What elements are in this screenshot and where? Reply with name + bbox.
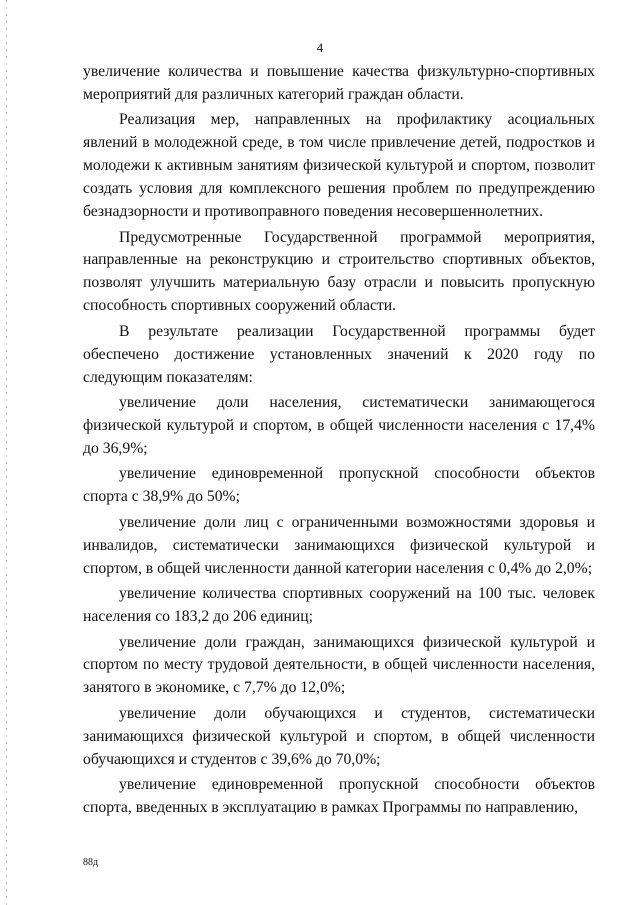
indicator-item: увеличение доли обучающихся и студентов, систематически занимающихся физической культурой и спортом, в общей численности обучающихся и студентов с 39,6% до 70,0%;: [83, 704, 595, 768]
indicator-item: увеличение доли населения, систематически занимающегося физической культурой и спортом, в общей численности населения с 17,4% до 36,9%;: [83, 394, 595, 457]
page-number: 4: [316, 40, 324, 55]
indicator-item: увеличение доли лиц с ограниченными возможностями здоровья и инвалидов, систематически занимающихся физической культурой и спортом, в общей численности данной категории населения с 0,4% до 2,0%;: [83, 513, 595, 577]
indicator-item: увеличение единовременной пропускной способности объектов спорта, введенных в эксплуатацию в рамках Программы по направлению,: [83, 776, 595, 817]
indicator-item: увеличение доли граждан, занимающихся физической культурой и спортом по месту трудовой деятельности, в общей численности населения, занятого в экономике, с 7,7% до 12,0%;: [83, 633, 595, 697]
paragraph: В результате реализации Государственной программы будет обеспечено достижение установленных значений к 2020 году по следующим показателям:: [83, 322, 595, 386]
indicator-item: увеличение единовременной пропускной способности объектов спорта с 38,9% до 50%;: [83, 465, 595, 506]
footer-code: 88д: [83, 857, 99, 868]
indicator-item: увеличение количества спортивных сооружений на 100 тыс. человек населения со 183,2 до 206 единиц;: [83, 585, 595, 625]
paragraph: Предусмотренные Государственной программой мероприятия, направленные на реконструкцию и строительство спортивных объектов, позволят улучшить материальную базу отрасли и повысить пропускную способность спортивных сооружений области.: [83, 228, 595, 315]
paragraph: увеличение количества и повышение качества физкультурно-спортивных мероприятий для различных категорий граждан области.: [83, 63, 595, 103]
body-text: [83, 61, 595, 823]
scan-edge-line: [6, 0, 7, 905]
paragraph: Реализация мер, направленных на профилактику асоциальных явлений в молодежной среде, в том числе привлечение детей, подростков и молодежи к активным занятиям физической культурой и спортом, позволит создать условия для комплексного решения проблем по предупреждению безнадзорности и противоправного поведения несовершеннолетних.: [83, 111, 595, 221]
